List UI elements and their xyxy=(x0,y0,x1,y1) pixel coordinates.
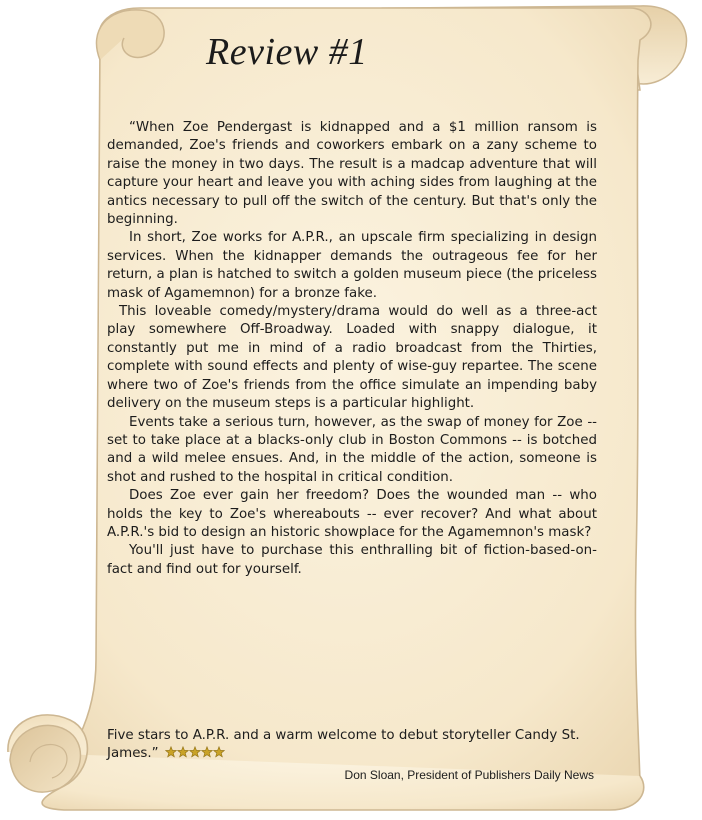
star-icon xyxy=(213,747,224,757)
review-paragraph: Does Zoe ever gain her freedom? Does the wounded man -- who holds the key to Zoe's whereabouts -- ever recover? And what about A.P.R.'s bid to design an historic showplace for the Agamemnon's mask? xyxy=(107,488,597,540)
review-closing xyxy=(107,727,607,765)
review-body xyxy=(107,119,597,579)
review-paragraph: Events take a serious turn, however, as the swap of money for Zoe -- set to take place at a blacks-only club in Boston Commons -- is botched and a wild melee ensues. And, in the middle of the action, someone is shot and rushed to the hospital in critical condition. xyxy=(107,414,597,485)
review-paragraph: In short, Zoe works for A.P.R., an upscale firm specializing in design services. When the kidnapper demands the outrageous fee for her return, a plan is hatched to switch a golden museum piece (the priceless mask of Agamemnon) for a bronze fake. xyxy=(107,230,597,301)
review-paragraph: “When Zoe Pendergast is kidnapped and a $1 million ransom is demanded, Zoe's friends and coworkers embark on a zany scheme to raise the money in two days. The result is a madcap adventure that will capture your heart and leave you with aching sides from laughing at the antics necessary to pull off the switch of the century. But that's only the beginning. xyxy=(107,120,597,228)
star-icon xyxy=(177,747,188,757)
star-icon xyxy=(201,747,212,757)
review-paragraph: This loveable comedy/mystery/drama would do well as a three-act play somewhere Off-Broadway. Loaded with snappy dialogue, it constantly put me in mind of a radio broadcast from the Thirties, complete with sound effects and plenty of wise-guy repartee. The scene where two of Zoe's friends from the office simulate an impending baby delivery on the museum steps is a particular highlight. xyxy=(107,304,597,412)
star-icon xyxy=(165,747,176,757)
star-icon xyxy=(189,747,200,757)
page-title: Review #1 xyxy=(206,31,368,73)
stars-svg xyxy=(165,746,225,758)
star-rating xyxy=(165,746,225,764)
closing-text: Five stars to A.P.R. and a warm welcome to debut storyteller Candy St. James.” xyxy=(107,728,580,762)
review-attribution: Don Sloan, President of Publishers Daily News xyxy=(344,768,594,782)
review-paragraph: You'll just have to purchase this enthralling bit of fiction-based-on-fact and find out for yourself. xyxy=(107,543,597,577)
